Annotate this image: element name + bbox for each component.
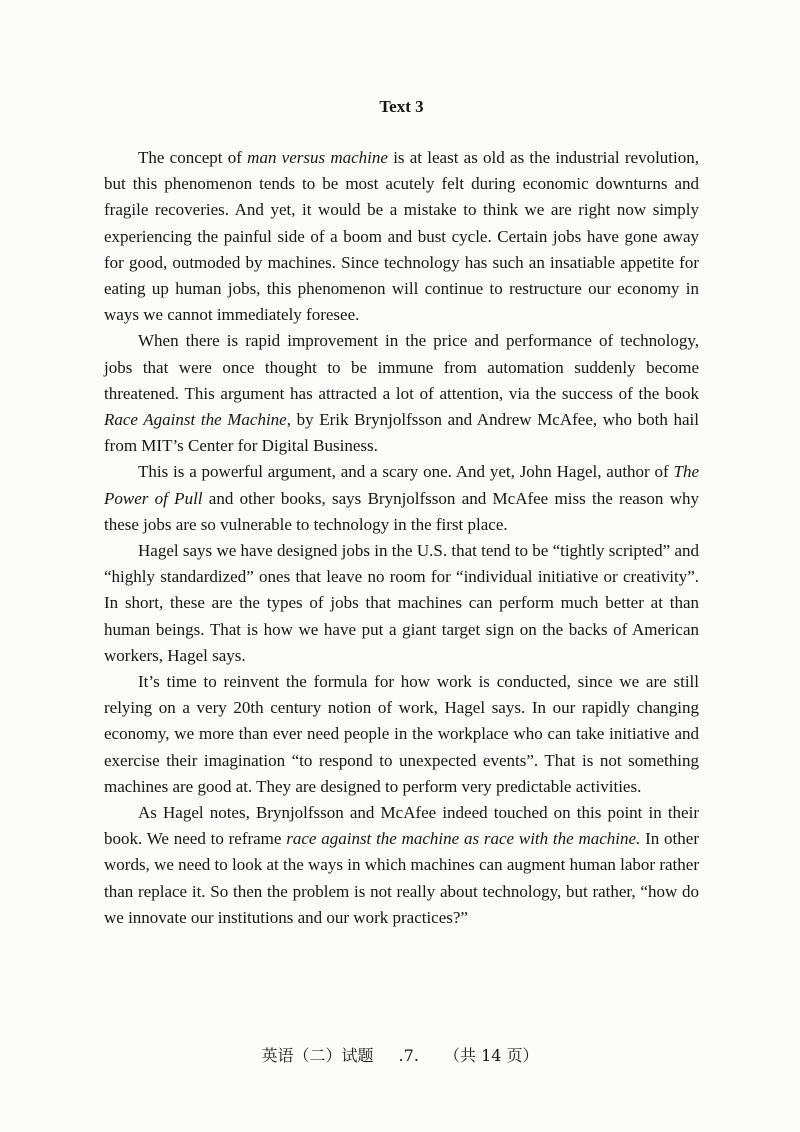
page-number: .7. [398, 1046, 419, 1065]
paragraph [104, 459, 699, 538]
text-run: is at least as old as the industrial revolution, but this phenomenon tends to be most acutely felt during economic downturns and fragile recoveries. And yet, it would be a mistake to think we are right now simply experiencing the painful side of a boom and bust cycle. Certain jobs have gone away for good, outmoded by machines. Since technology has such an insatiable appetite for eating up human jobs, this phenomenon will continue to restructure our economy in ways we cannot immediately foresee. [104, 148, 699, 325]
text-run: The concept of [138, 148, 248, 167]
paragraph [104, 800, 699, 931]
text-title: Text 3 [379, 97, 424, 116]
italic-run: The Power of Pull [104, 462, 699, 508]
text-run: When there is rapid improvement in the price and performance of technology, jobs that were once thought to be immune from automation suddenly become threatened. This argument has attracted a lot of attention, via the success of the book [104, 331, 699, 403]
exam-label: 英语（二）试题 [261, 1046, 374, 1065]
text-run: Hagel says we have designed jobs in the U.S. that tend to be “tightly scripted” and “highly standardized” ones that leave no room for “individual initiative or creativity”. In short, these are the types of jobs that machines can perform much better at than human beings. That is how we have put a giant target sign on the backs of American workers, Hagel says. [104, 541, 699, 665]
article-body [104, 145, 699, 931]
italic-run: man versus machine [247, 148, 388, 167]
text-run: , by Erik Brynjolfsson and Andrew McAfee, who both hail from MIT’s Center for Digital Business. [104, 410, 699, 456]
text-run: It’s time to reinvent the formula for how work is conducted, since we are still relying on a very 20th century notion of work, Hagel says. In our rapidly changing economy, we more than ever need people in the workplace who can take initiative and exercise their imagination “to respond to unexpected events”. That is not something machines are good at. They are designed to perform very predictable activities. [104, 672, 699, 796]
text-run: This is a powerful argument, and a scary one. And yet, John Hagel, author of [138, 462, 674, 482]
page-footer [0, 1046, 800, 1066]
text-run: In other words, we need to look at the ways in which machines can augment human labor rather than replace it. So then the problem is not really about technology, but rather, “how do we innovate our institutions and our work practices?” [104, 829, 699, 927]
paragraph [104, 669, 699, 800]
text-run: As Hagel notes, Brynjolfsson and McAfee indeed touched on this point in their book. We need to reframe [104, 803, 699, 849]
text-run: and other books, says Brynjolfsson and McAfee miss the reason why these jobs are so vulnerable to technology in the first place. [104, 488, 699, 534]
italic-run: Race Against the Machine [104, 410, 287, 430]
paragraph [104, 145, 699, 328]
paragraph [104, 328, 699, 459]
italic-run: race against the machine as race with the machine. [286, 829, 641, 849]
total-pages: （共 14 页） [444, 1046, 539, 1065]
paragraph [104, 538, 699, 669]
